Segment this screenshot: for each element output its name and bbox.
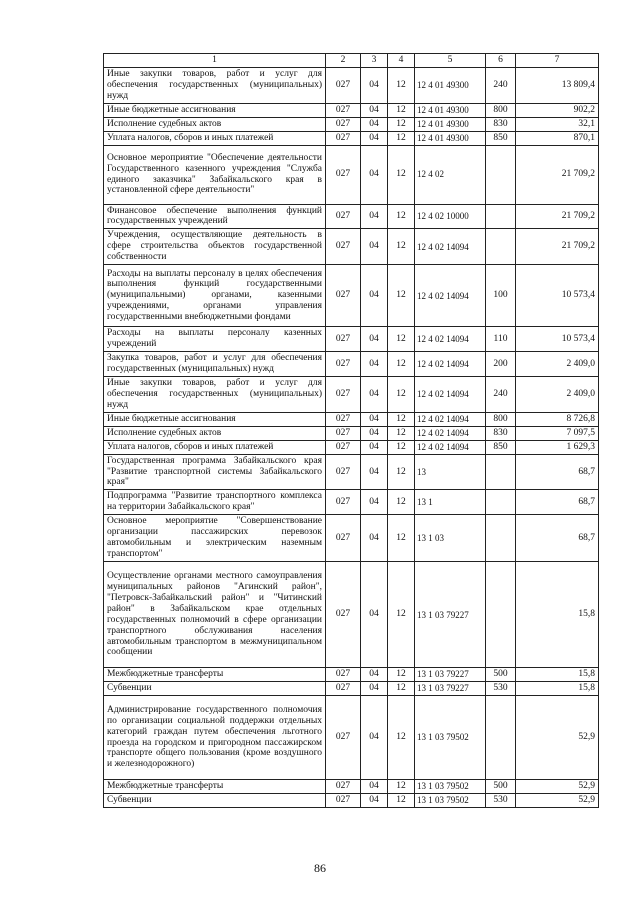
cell-name: Расходы на выплаты персоналу в целях обеспечения выполнения функций государственными (муниципальными) органами, казенными учреждениями, органами управления государственными внебюджетными фондами: [104, 265, 326, 327]
cell-amount: 902,2: [516, 103, 599, 117]
cell-subsection: 12: [388, 131, 415, 145]
cell-section: 04: [361, 131, 388, 145]
cell-subsection: 12: [388, 490, 415, 515]
cell-section: 04: [361, 265, 388, 327]
header-row: [104, 54, 599, 68]
cell-subsection: 12: [388, 145, 415, 204]
cell-target-code: 13 1: [415, 490, 486, 515]
cell-section: 04: [361, 696, 388, 780]
cell-target-code: 12 4 01 49300: [415, 117, 486, 131]
cell-target-code: 13 1 03 79227: [415, 668, 486, 682]
cell-expense-kind: 530: [486, 793, 516, 807]
cell-ministry: 027: [326, 145, 361, 204]
cell-target-code: 13 1 03: [415, 515, 486, 562]
cell-ministry: 027: [326, 229, 361, 265]
table-row: [104, 145, 599, 204]
cell-section: 04: [361, 327, 388, 352]
cell-expense-kind: 850: [486, 440, 516, 454]
cell-section: 04: [361, 682, 388, 696]
cell-target-code: 12 4 01 49300: [415, 131, 486, 145]
table-row: [104, 454, 599, 490]
table-row: [104, 117, 599, 131]
cell-name: Уплата налогов, сборов и иных платежей: [104, 440, 326, 454]
cell-section: 04: [361, 562, 388, 668]
cell-expense-kind: 200: [486, 352, 516, 377]
cell-subsection: 12: [388, 682, 415, 696]
cell-subsection: 12: [388, 229, 415, 265]
cell-amount: 32,1: [516, 117, 599, 131]
cell-amount: 13 809,4: [516, 68, 599, 104]
cell-amount: 68,7: [516, 490, 599, 515]
cell-target-code: 13: [415, 454, 486, 490]
cell-ministry: 027: [326, 440, 361, 454]
cell-subsection: 12: [388, 426, 415, 440]
cell-section: 04: [361, 412, 388, 426]
cell-name: Иные бюджетные ассигнования: [104, 103, 326, 117]
cell-amount: 1 629,3: [516, 440, 599, 454]
cell-expense-kind: [486, 454, 516, 490]
cell-amount: 2 409,0: [516, 352, 599, 377]
cell-section: 04: [361, 68, 388, 104]
cell-expense-kind: 110: [486, 327, 516, 352]
table-row: [104, 265, 599, 327]
cell-ministry: 027: [326, 131, 361, 145]
cell-ministry: 027: [326, 454, 361, 490]
cell-target-code: 12 4 02: [415, 145, 486, 204]
cell-expense-kind: 500: [486, 780, 516, 794]
header-col-2: 2: [326, 54, 361, 68]
cell-expense-kind: 800: [486, 103, 516, 117]
cell-ministry: 027: [326, 103, 361, 117]
cell-section: 04: [361, 668, 388, 682]
cell-target-code: 12 4 01 49300: [415, 103, 486, 117]
cell-name: Подпрограмма "Развитие транспортного комплекса на территории Забайкальского края": [104, 490, 326, 515]
cell-ministry: 027: [326, 265, 361, 327]
table-row: [104, 103, 599, 117]
cell-expense-kind: [486, 145, 516, 204]
cell-subsection: 12: [388, 454, 415, 490]
cell-name: Финансовое обеспечение выполнения функций государственных учреждений: [104, 204, 326, 229]
cell-target-code: 12 4 02 14094: [415, 229, 486, 265]
cell-subsection: 12: [388, 68, 415, 104]
cell-section: 04: [361, 780, 388, 794]
cell-section: 04: [361, 377, 388, 413]
cell-name: Межбюджетные трансферты: [104, 780, 326, 794]
cell-amount: 68,7: [516, 454, 599, 490]
cell-amount: 21 709,2: [516, 229, 599, 265]
cell-amount: 15,8: [516, 682, 599, 696]
cell-target-code: 12 4 02 14094: [415, 412, 486, 426]
cell-expense-kind: 800: [486, 412, 516, 426]
cell-expense-kind: [486, 204, 516, 229]
cell-expense-kind: [486, 490, 516, 515]
table-row: [104, 780, 599, 794]
table-row: [104, 515, 599, 562]
table-row: [104, 426, 599, 440]
table-row: [104, 793, 599, 807]
cell-ministry: 027: [326, 68, 361, 104]
cell-section: 04: [361, 204, 388, 229]
cell-amount: 870,1: [516, 131, 599, 145]
cell-subsection: 12: [388, 793, 415, 807]
cell-ministry: 027: [326, 682, 361, 696]
table-row: [104, 68, 599, 104]
cell-name: Исполнение судебных актов: [104, 426, 326, 440]
cell-amount: 21 709,2: [516, 204, 599, 229]
cell-name: Иные закупки товаров, работ и услуг для обеспечения государственных (муниципальных) нужд: [104, 377, 326, 413]
cell-amount: 10 573,4: [516, 265, 599, 327]
cell-target-code: 13 1 03 79227: [415, 682, 486, 696]
cell-target-code: 12 4 02 14094: [415, 352, 486, 377]
table-row: [104, 229, 599, 265]
cell-name: Учреждения, осуществляющие деятельность в сфере строительства объектов государственной собственности: [104, 229, 326, 265]
cell-target-code: 12 4 02 14094: [415, 377, 486, 413]
cell-ministry: 027: [326, 426, 361, 440]
table-row: [104, 682, 599, 696]
header-col-1: 1: [104, 54, 326, 68]
cell-subsection: 12: [388, 265, 415, 327]
table-row: [104, 440, 599, 454]
cell-subsection: 12: [388, 204, 415, 229]
table-row: [104, 204, 599, 229]
cell-ministry: 027: [326, 696, 361, 780]
cell-expense-kind: 850: [486, 131, 516, 145]
cell-target-code: 12 4 02 14094: [415, 327, 486, 352]
header-col-3: 3: [361, 54, 388, 68]
cell-expense-kind: 240: [486, 68, 516, 104]
cell-expense-kind: [486, 696, 516, 780]
cell-amount: 52,9: [516, 780, 599, 794]
budget-table: [103, 53, 599, 808]
cell-amount: 52,9: [516, 696, 599, 780]
cell-target-code: 12 4 01 49300: [415, 68, 486, 104]
header-col-6: 6: [486, 54, 516, 68]
cell-subsection: 12: [388, 117, 415, 131]
cell-name: Субвенции: [104, 682, 326, 696]
cell-expense-kind: 530: [486, 682, 516, 696]
cell-subsection: 12: [388, 562, 415, 668]
cell-amount: 52,9: [516, 793, 599, 807]
cell-subsection: 12: [388, 377, 415, 413]
table-row: [104, 377, 599, 413]
cell-section: 04: [361, 103, 388, 117]
cell-subsection: 12: [388, 515, 415, 562]
header-col-4: 4: [388, 54, 415, 68]
cell-amount: 2 409,0: [516, 377, 599, 413]
cell-amount: 10 573,4: [516, 327, 599, 352]
cell-expense-kind: [486, 515, 516, 562]
cell-amount: 15,8: [516, 562, 599, 668]
cell-section: 04: [361, 229, 388, 265]
cell-ministry: 027: [326, 117, 361, 131]
cell-name: Субвенции: [104, 793, 326, 807]
cell-expense-kind: 830: [486, 426, 516, 440]
cell-amount: 15,8: [516, 668, 599, 682]
cell-ministry: 027: [326, 562, 361, 668]
cell-section: 04: [361, 145, 388, 204]
header-col-7: 7: [516, 54, 599, 68]
cell-name: Закупка товаров, работ и услуг для обеспечения государственных (муниципальных) нужд: [104, 352, 326, 377]
cell-target-code: 12 4 02 10000: [415, 204, 486, 229]
cell-section: 04: [361, 515, 388, 562]
table-row: [104, 490, 599, 515]
table-row: [104, 131, 599, 145]
cell-ministry: 027: [326, 515, 361, 562]
cell-target-code: 12 4 02 14094: [415, 426, 486, 440]
cell-name: Исполнение судебных актов: [104, 117, 326, 131]
cell-ministry: 027: [326, 204, 361, 229]
cell-expense-kind: 100: [486, 265, 516, 327]
table-row: [104, 668, 599, 682]
cell-subsection: 12: [388, 696, 415, 780]
cell-subsection: 12: [388, 440, 415, 454]
cell-ministry: 027: [326, 377, 361, 413]
table-row: [104, 352, 599, 377]
header-col-5: 5: [415, 54, 486, 68]
cell-amount: 8 726,8: [516, 412, 599, 426]
cell-section: 04: [361, 793, 388, 807]
cell-amount: 68,7: [516, 515, 599, 562]
cell-ministry: 027: [326, 327, 361, 352]
cell-section: 04: [361, 352, 388, 377]
cell-name: Основное мероприятие "Обеспечение деятельности Государственного казенного учреждения "Служба единого заказчика" Забайкальского края в установленной сфере деятельности": [104, 145, 326, 204]
cell-name: Государственная программа Забайкальского края "Развитие транспортной системы Забайкальского края": [104, 454, 326, 490]
cell-target-code: 13 1 03 79502: [415, 780, 486, 794]
cell-name: Иные закупки товаров, работ и услуг для обеспечения государственных (муниципальных) нужд: [104, 68, 326, 104]
cell-section: 04: [361, 440, 388, 454]
table-body: [104, 68, 599, 808]
cell-subsection: 12: [388, 412, 415, 426]
cell-amount: 7 097,5: [516, 426, 599, 440]
cell-target-code: 13 1 03 79502: [415, 696, 486, 780]
table-row: [104, 327, 599, 352]
cell-expense-kind: [486, 229, 516, 265]
cell-name: Межбюджетные трансферты: [104, 668, 326, 682]
cell-subsection: 12: [388, 780, 415, 794]
cell-target-code: 13 1 03 79227: [415, 562, 486, 668]
cell-subsection: 12: [388, 352, 415, 377]
cell-expense-kind: [486, 562, 516, 668]
table-row: [104, 412, 599, 426]
cell-name: Администрирование государственного полномочия по организации социальной поддержки отдельных категорий граждан путем обеспечения льготного проезда на городском и пригородном пассажирском транспорте общего пользования (кроме воздушного и железнодорожного): [104, 696, 326, 780]
cell-name: Уплата налогов, сборов и иных платежей: [104, 131, 326, 145]
page-number: 86: [314, 861, 326, 875]
cell-name: Иные бюджетные ассигнования: [104, 412, 326, 426]
cell-ministry: 027: [326, 352, 361, 377]
cell-section: 04: [361, 490, 388, 515]
cell-ministry: 027: [326, 490, 361, 515]
cell-subsection: 12: [388, 668, 415, 682]
cell-target-code: 12 4 02 14094: [415, 265, 486, 327]
cell-ministry: 027: [326, 412, 361, 426]
cell-expense-kind: 500: [486, 668, 516, 682]
cell-name: Расходы на выплаты персоналу казенных учреждений: [104, 327, 326, 352]
cell-name: Осуществление органами местного самоуправления муниципальных районов "Агинский район", "Петровск-Забайкальский район" и "Читинский район" в Забайкальском крае отдельных государственных полномочий в сфере организации транспортного обслуживания населения автомобильным транспортом в межмуниципальном сообщении: [104, 562, 326, 668]
cell-target-code: 13 1 03 79502: [415, 793, 486, 807]
cell-ministry: 027: [326, 793, 361, 807]
cell-expense-kind: 830: [486, 117, 516, 131]
cell-amount: 21 709,2: [516, 145, 599, 204]
cell-section: 04: [361, 454, 388, 490]
cell-name: Основное мероприятие "Совершенствование организации пассажирских перевозок автомобильным и электрическим наземным транспортом": [104, 515, 326, 562]
cell-ministry: 027: [326, 668, 361, 682]
cell-ministry: 027: [326, 780, 361, 794]
cell-section: 04: [361, 426, 388, 440]
cell-section: 04: [361, 117, 388, 131]
cell-expense-kind: 240: [486, 377, 516, 413]
cell-target-code: 12 4 02 14094: [415, 440, 486, 454]
table-row: [104, 562, 599, 668]
table-row: [104, 696, 599, 780]
cell-subsection: 12: [388, 327, 415, 352]
cell-subsection: 12: [388, 103, 415, 117]
